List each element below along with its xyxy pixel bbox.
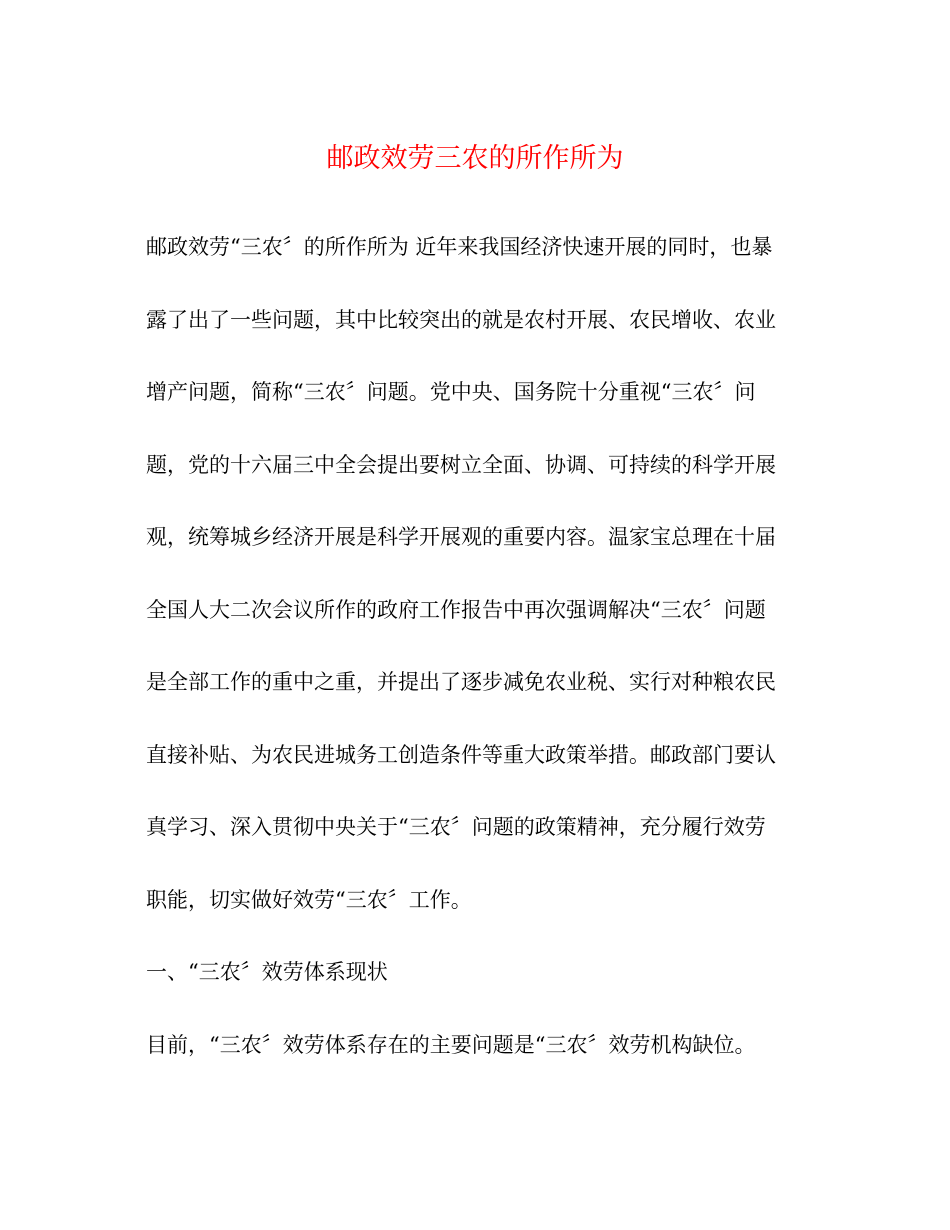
body-line: 增产问题，简称“三农〞问题。党中央、国务院十分重视“三农〞问	[146, 380, 756, 404]
document-title: 邮政效劳三农的所作所为	[326, 143, 624, 174]
body-line: 直接补贴、为农民进城务工创造条件等重大政策举措。邮政部门要认	[146, 743, 776, 767]
body-paragraph: 目前，“三农〞效劳体系存在的主要问题是“三农〞效劳机构缺位。	[146, 1033, 756, 1057]
body-line: 全国人大二次会议所作的政府工作报告中再次强调解决“三农〞问题	[146, 598, 766, 622]
body-line: 题，党的十六届三中全会提出要树立全面、协调、可持续的科学开展	[146, 453, 776, 477]
section-heading: 一、“三农〞效劳体系现状	[146, 960, 388, 984]
body-line: 观，统筹城乡经济开展是科学开展观的重要内容。温家宝总理在十届	[146, 525, 776, 549]
body-line: 职能，切实做好效劳“三农〞工作。	[146, 888, 472, 912]
body-line: 真学习、深入贯彻中央关于“三农〞问题的政策精神，充分履行效劳	[146, 815, 766, 839]
body-line: 露了出了一些问题，其中比较突出的就是农村开展、农民增收、农业	[146, 308, 776, 332]
body-line: 是全部工作的重中之重，并提出了逐步减免农业税、实行对种粮农民	[146, 670, 776, 694]
body-line: 邮政效劳“三农〞的所作所为 近年来我国经济快速开展的同时，也暴	[146, 235, 773, 259]
